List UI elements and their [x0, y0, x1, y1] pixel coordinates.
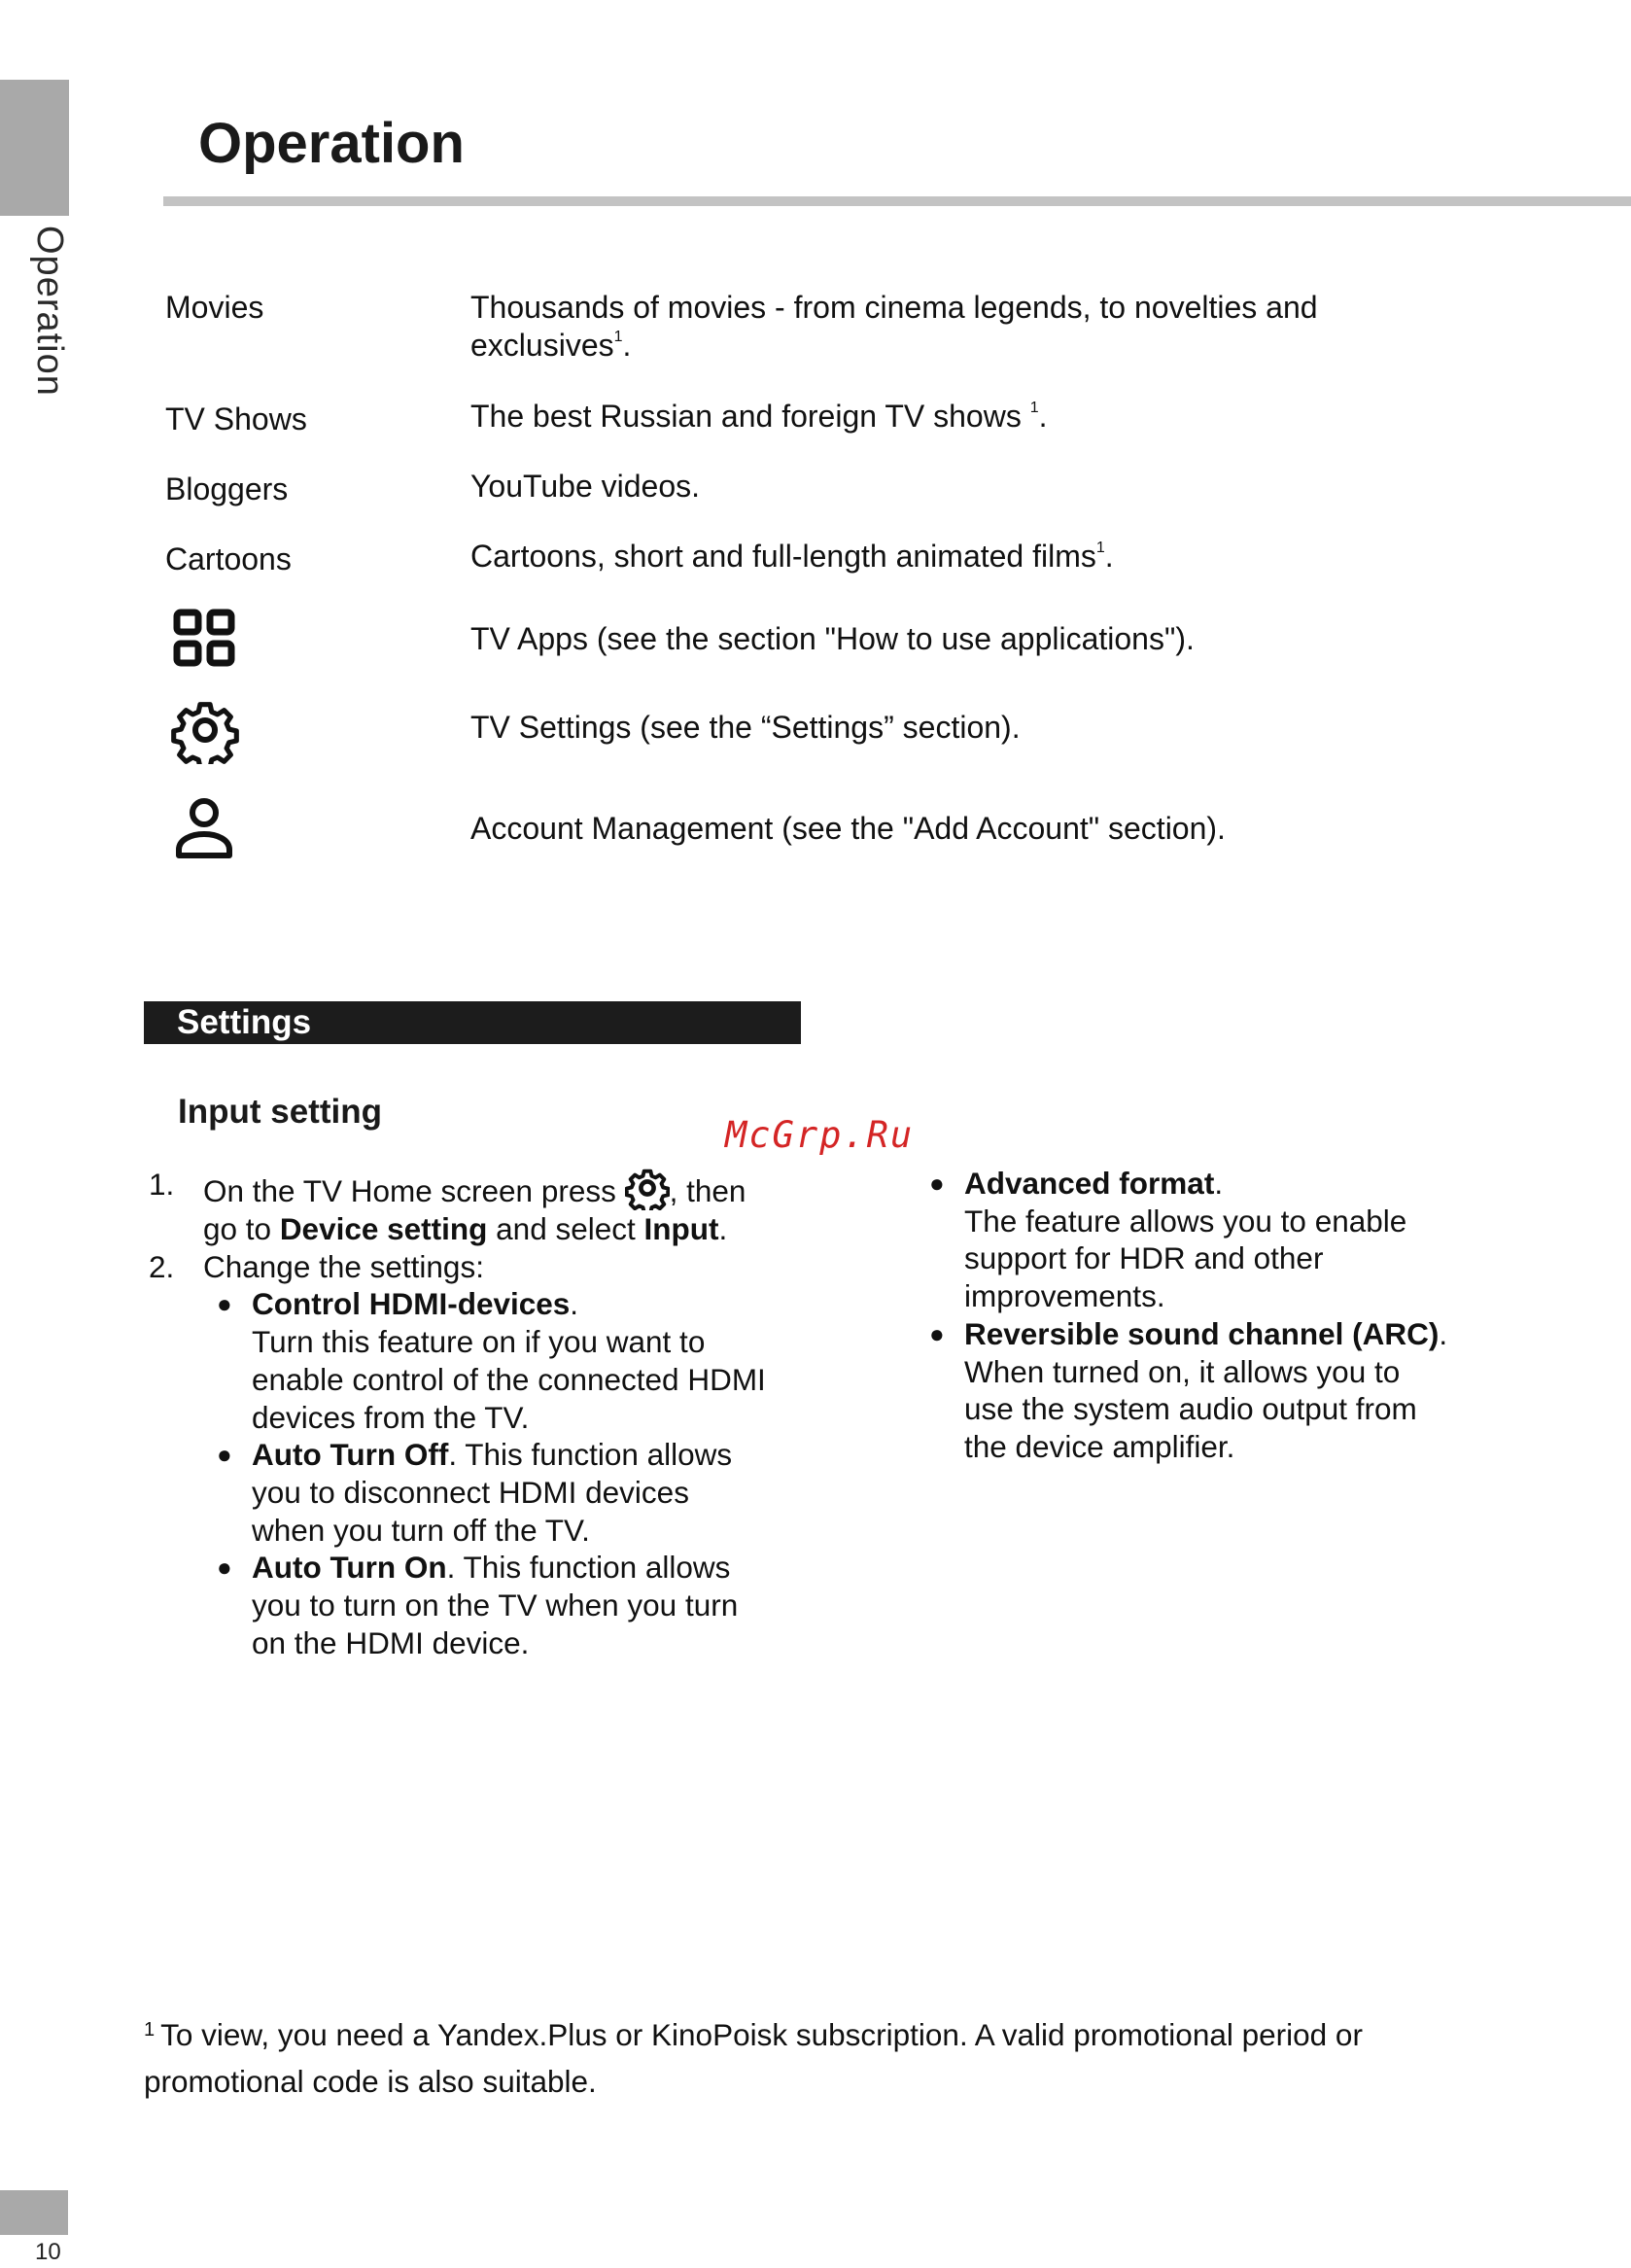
steps-list: [149, 1166, 806, 1661]
row-description-apps: TV Apps (see the section "How to use applications").: [470, 621, 1195, 656]
step-item: 2. Change the settings:: [149, 1248, 484, 1284]
footnote: $^1$ To view, you need a Yandex.Plus or KinoPoisk subscription. A valid promotional period or promotional code is also suitable.: [144, 2017, 1363, 2099]
right-bullet-list: [929, 1165, 1509, 1466]
row-description-bloggers: YouTube videos.: [470, 469, 701, 504]
row-label-cartoons: Cartoons: [165, 541, 292, 576]
settings-bullet-list: [203, 1285, 806, 1661]
side-tab-label: Operation: [29, 226, 70, 397]
bullet-item: ● Reversible sound channel (ARC). When turned on, it allows you to use the system audio output from the device amplifier.: [929, 1315, 1448, 1464]
row-description-settings: TV Settings (see the “Settings” section).: [470, 710, 1021, 745]
page-number: 10: [35, 2239, 61, 2265]
watermark: McGrp.Ru: [725, 1114, 915, 1156]
apps-grid-icon: [171, 605, 239, 673]
row-description-cartoons: Cartoons, short and full-length animated films$^1$.: [470, 539, 1114, 574]
row-description-tv-shows: The best Russian and foreign TV shows $^1$.: [470, 399, 1048, 434]
section-header-settings: Settings: [144, 1001, 801, 1044]
row-description-account: Account Management (see the "Add Account" section).: [470, 811, 1226, 846]
bullet-item: ● Auto Turn Off. This function allows you to disconnect HDMI devices when you turn off the TV.: [217, 1437, 733, 1548]
row-label-bloggers: Bloggers: [165, 471, 289, 506]
settings-gear-icon: [171, 696, 239, 764]
page-number-marker: [0, 2190, 68, 2235]
row-label-movies: Movies: [165, 290, 264, 325]
account-person-icon: [171, 795, 239, 863]
subsection-heading-input-setting: Input setting: [178, 1093, 382, 1131]
bullet-item: ● Auto Turn On. This function allows you to turn on the TV when you turn on the HDMI device.: [217, 1550, 739, 1660]
settings-gear-icon: [625, 1166, 670, 1210]
title-divider: [163, 196, 1631, 206]
side-tab-marker: [0, 80, 69, 216]
bullet-item: ● Advanced format. The feature allows you to enable support for HDR and other improvements.: [929, 1166, 1407, 1314]
step-item: 1. On the TV Home screen press , then go to Device setting and select Input.: [149, 1167, 746, 1246]
page-title: Operation: [198, 112, 465, 175]
bullet-item: ● Control HDMI-devices. Turn this feature on if you want to enable control of the connected HDMI devices from the TV.: [217, 1286, 766, 1435]
row-label-tv-shows: TV Shows: [165, 401, 307, 436]
row-description-movies: Thousands of movies - from cinema legends, to novelties and exclusives$^1$.: [470, 290, 1318, 363]
